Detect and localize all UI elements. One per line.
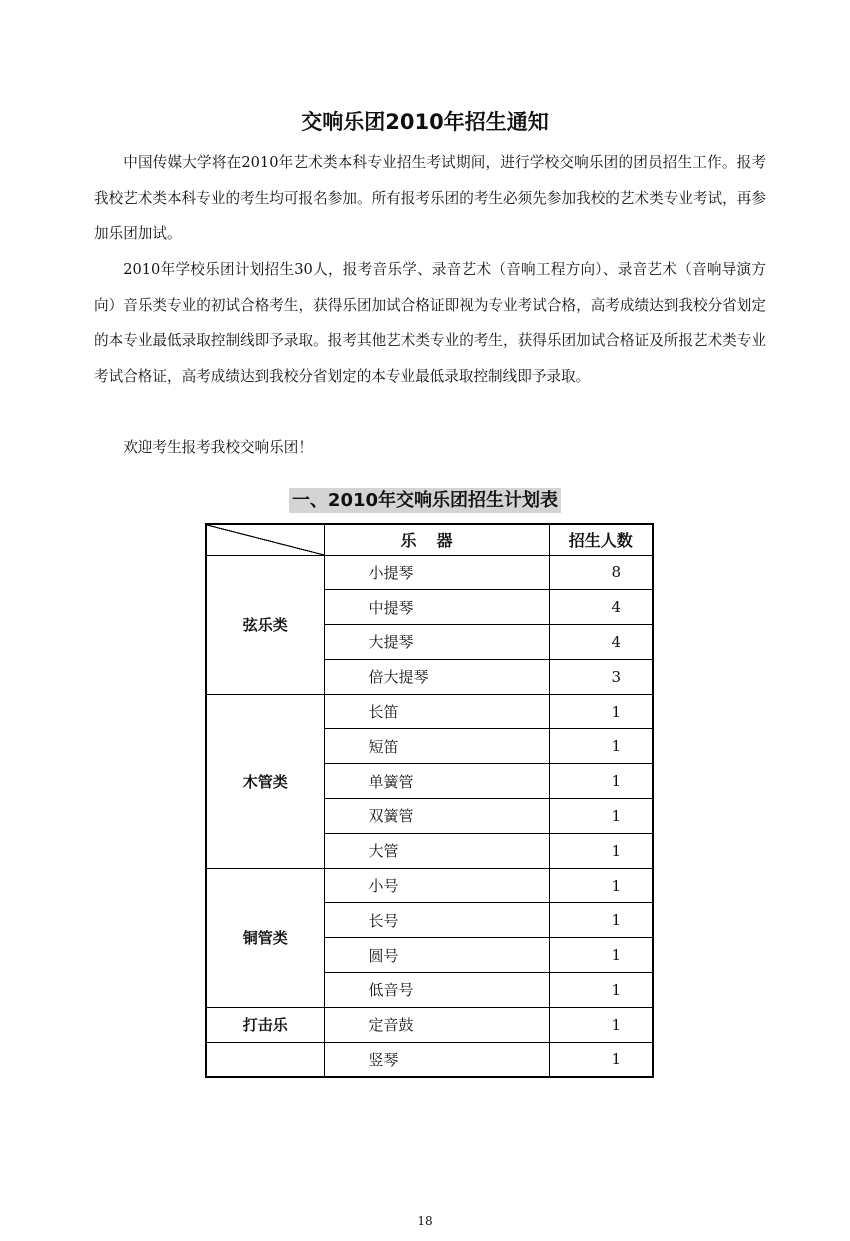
diagonal-header-cell [206, 524, 324, 555]
instrument-cell: 圆号 [324, 938, 549, 973]
count-cell: 1 [549, 973, 653, 1008]
count-cell: 1 [549, 1042, 653, 1077]
instrument-cell: 短笛 [324, 729, 549, 764]
instrument-cell: 双簧管 [324, 799, 549, 834]
count-cell: 1 [549, 694, 653, 729]
instrument-cell: 低音号 [324, 973, 549, 1008]
instrument-cell: 小提琴 [324, 555, 549, 590]
table-row [206, 868, 653, 903]
table-row [206, 1042, 653, 1077]
count-cell: 1 [549, 903, 653, 938]
header-instrument: 乐器 [324, 524, 549, 555]
instrument-cell: 中提琴 [324, 590, 549, 625]
count-cell: 1 [549, 1007, 653, 1042]
instrument-cell: 竖琴 [324, 1042, 549, 1077]
category-woodwinds: 木管类 [206, 694, 324, 868]
count-cell: 1 [549, 729, 653, 764]
count-cell: 1 [549, 799, 653, 834]
table-title [0, 486, 850, 512]
instrument-cell: 大管 [324, 833, 549, 868]
table-title-text: 一、2010年交响乐团招生计划表 [289, 488, 561, 513]
paragraph-admission: 2010年学校乐团计划招生30人，报考音乐学、录音艺术（音响工程方向）、录音艺术（音响导演方向）音乐类专业的初试合格考生，获得乐团加试合格证即视为专业考试合格，高考成绩达到我校分省划定的本专业最低录取控制线即予录取。报考其他艺术类专业的考生，获得乐团加试合格证及所报艺术类专业考试合格证，高考成绩达到我校分省划定的本专业最低录取控制线即予录取。 [94, 261, 766, 385]
category-brass: 铜管类 [206, 868, 324, 1007]
count-cell: 1 [549, 764, 653, 799]
instrument-cell: 大提琴 [324, 625, 549, 660]
instrument-cell: 单簧管 [324, 764, 549, 799]
count-cell: 1 [549, 833, 653, 868]
enrollment-plan-table [205, 523, 654, 1078]
count-cell: 8 [549, 555, 653, 590]
category-empty [206, 1042, 324, 1077]
page-number: 18 [417, 1214, 433, 1228]
table-row [206, 1007, 653, 1042]
table-header-row [206, 524, 653, 555]
instrument-cell: 长笛 [324, 694, 549, 729]
count-cell: 3 [549, 659, 653, 694]
count-cell: 4 [549, 590, 653, 625]
header-count: 招生人数 [549, 524, 653, 555]
instrument-cell: 小号 [324, 868, 549, 903]
table-row [206, 555, 653, 590]
paragraph-intro: 中国传媒大学将在2010年艺术类本科专业招生考试期间，进行学校交响乐团的团员招生工作。报考我校艺术类本科专业的考生均可报名参加。所有报考乐团的考生必须先参加我校的艺术类专业考试，再参加乐团加试。 [94, 154, 766, 242]
page-title: 交响乐团2010年招生通知 [301, 110, 549, 134]
count-cell: 1 [549, 868, 653, 903]
category-strings: 弦乐类 [206, 555, 324, 694]
table-row [206, 694, 653, 729]
count-cell: 1 [549, 938, 653, 973]
category-percussion: 打击乐 [206, 1007, 324, 1042]
paragraph-welcome: 欢迎考生报考我校交响乐团！ [123, 439, 313, 456]
instrument-cell: 长号 [324, 903, 549, 938]
instrument-cell: 倍大提琴 [324, 659, 549, 694]
instrument-cell: 定音鼓 [324, 1007, 549, 1042]
count-cell: 4 [549, 625, 653, 660]
